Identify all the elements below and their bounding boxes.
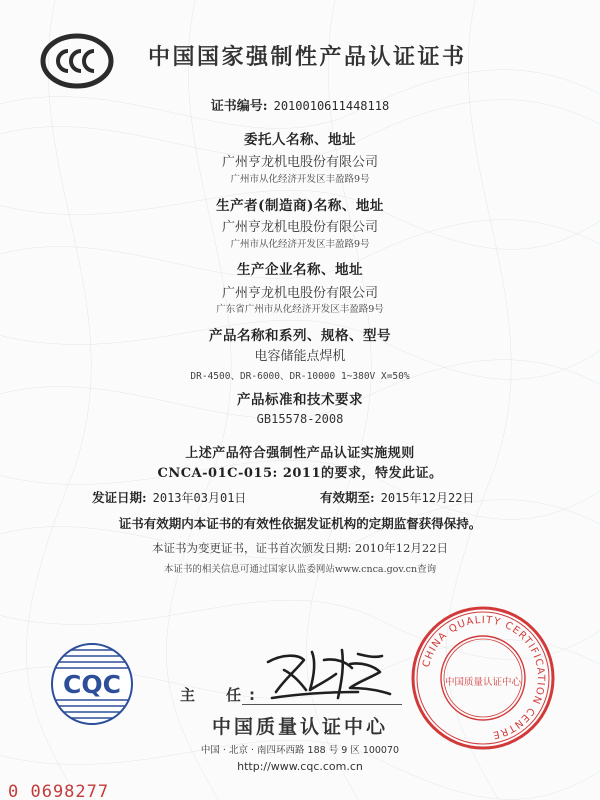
certificate-title: 中国国家强制性产品认证证书: [148, 45, 467, 70]
conformity-line-1: 上述产品符合强制性产品认证实施规则: [185, 446, 415, 461]
certificate-number-row: [0, 95, 600, 114]
serial-number: 0 0698277: [8, 782, 110, 800]
expiry-date-label: 有效期至:: [320, 490, 375, 505]
standard-heading: 产品标准和技术要求: [237, 392, 363, 408]
factory-heading: 生产企业名称、地址: [237, 262, 363, 278]
change-note: 本证书为变更证书，证书首次颁发日期: 2010年12月22日: [151, 541, 449, 555]
signature-line: [242, 704, 402, 705]
inquiry-note: 本证书的相关信息可通过国家认监委网站www.cnca.gov.cn查询: [163, 564, 437, 575]
applicant-address: 广州市从化经济开发区丰盈路9号: [230, 174, 370, 185]
expiry-date-value: 2015年12月22日: [380, 491, 475, 505]
issue-date-value: 2013年03月01日: [152, 491, 247, 505]
cqc-logo-text: CQC: [63, 670, 121, 699]
manufacturer-name: 广州亨龙机电股份有限公司: [221, 220, 378, 235]
factory-address: 广东省广州市从化经济开发区丰盈路9号: [216, 304, 384, 315]
validity-note: 证书有效期内本证书的有效性依据发证机构的定期监督获得保持。: [118, 516, 482, 531]
conformity-line-2: CNCA-01C-015: 2011的要求，特发此证。: [157, 466, 443, 481]
manufacturer-heading: 生产者(制造商)名称、地址: [216, 198, 384, 214]
director-label: 主 任:: [180, 686, 263, 704]
manufacturer-address: 广州市从化经济开发区丰盈路9号: [230, 239, 370, 250]
standard-value: GB15578-2008: [256, 412, 344, 426]
certificate-number-value: 2010010611448118: [273, 99, 390, 113]
seal-outer-text: CHINA QUALITY CERTIFICATION CENTRE: [421, 614, 547, 741]
product-models: DR-4500、DR-6000、DR-10000 1~380V X=50%: [190, 371, 410, 382]
organization-website: http://www.cqc.com.cn: [237, 760, 363, 773]
issue-date-label: 发证日期:: [92, 490, 147, 505]
product-heading: 产品名称和系列、规格、型号: [209, 328, 391, 344]
ccc-mark-icon: [40, 33, 114, 89]
seal-inner-text: 中国质量认证中心: [444, 677, 522, 688]
factory-name: 广州亨龙机电股份有限公司: [221, 286, 378, 301]
product-name: 电容储能点焊机: [254, 349, 346, 364]
organization-address: 中国 · 北京 · 南四环西路 188 号 9 区 100070: [200, 745, 400, 756]
expiry-date-row: [320, 488, 474, 506]
handwritten-signature: [258, 640, 403, 704]
applicant-heading: 委托人名称、地址: [244, 132, 356, 148]
organization-name: 中国质量认证中心: [211, 716, 388, 738]
certificate-number-label: 证书编号:: [210, 99, 268, 114]
issue-date-row: [92, 488, 246, 506]
applicant-name: 广州亨龙机电股份有限公司: [221, 155, 378, 170]
